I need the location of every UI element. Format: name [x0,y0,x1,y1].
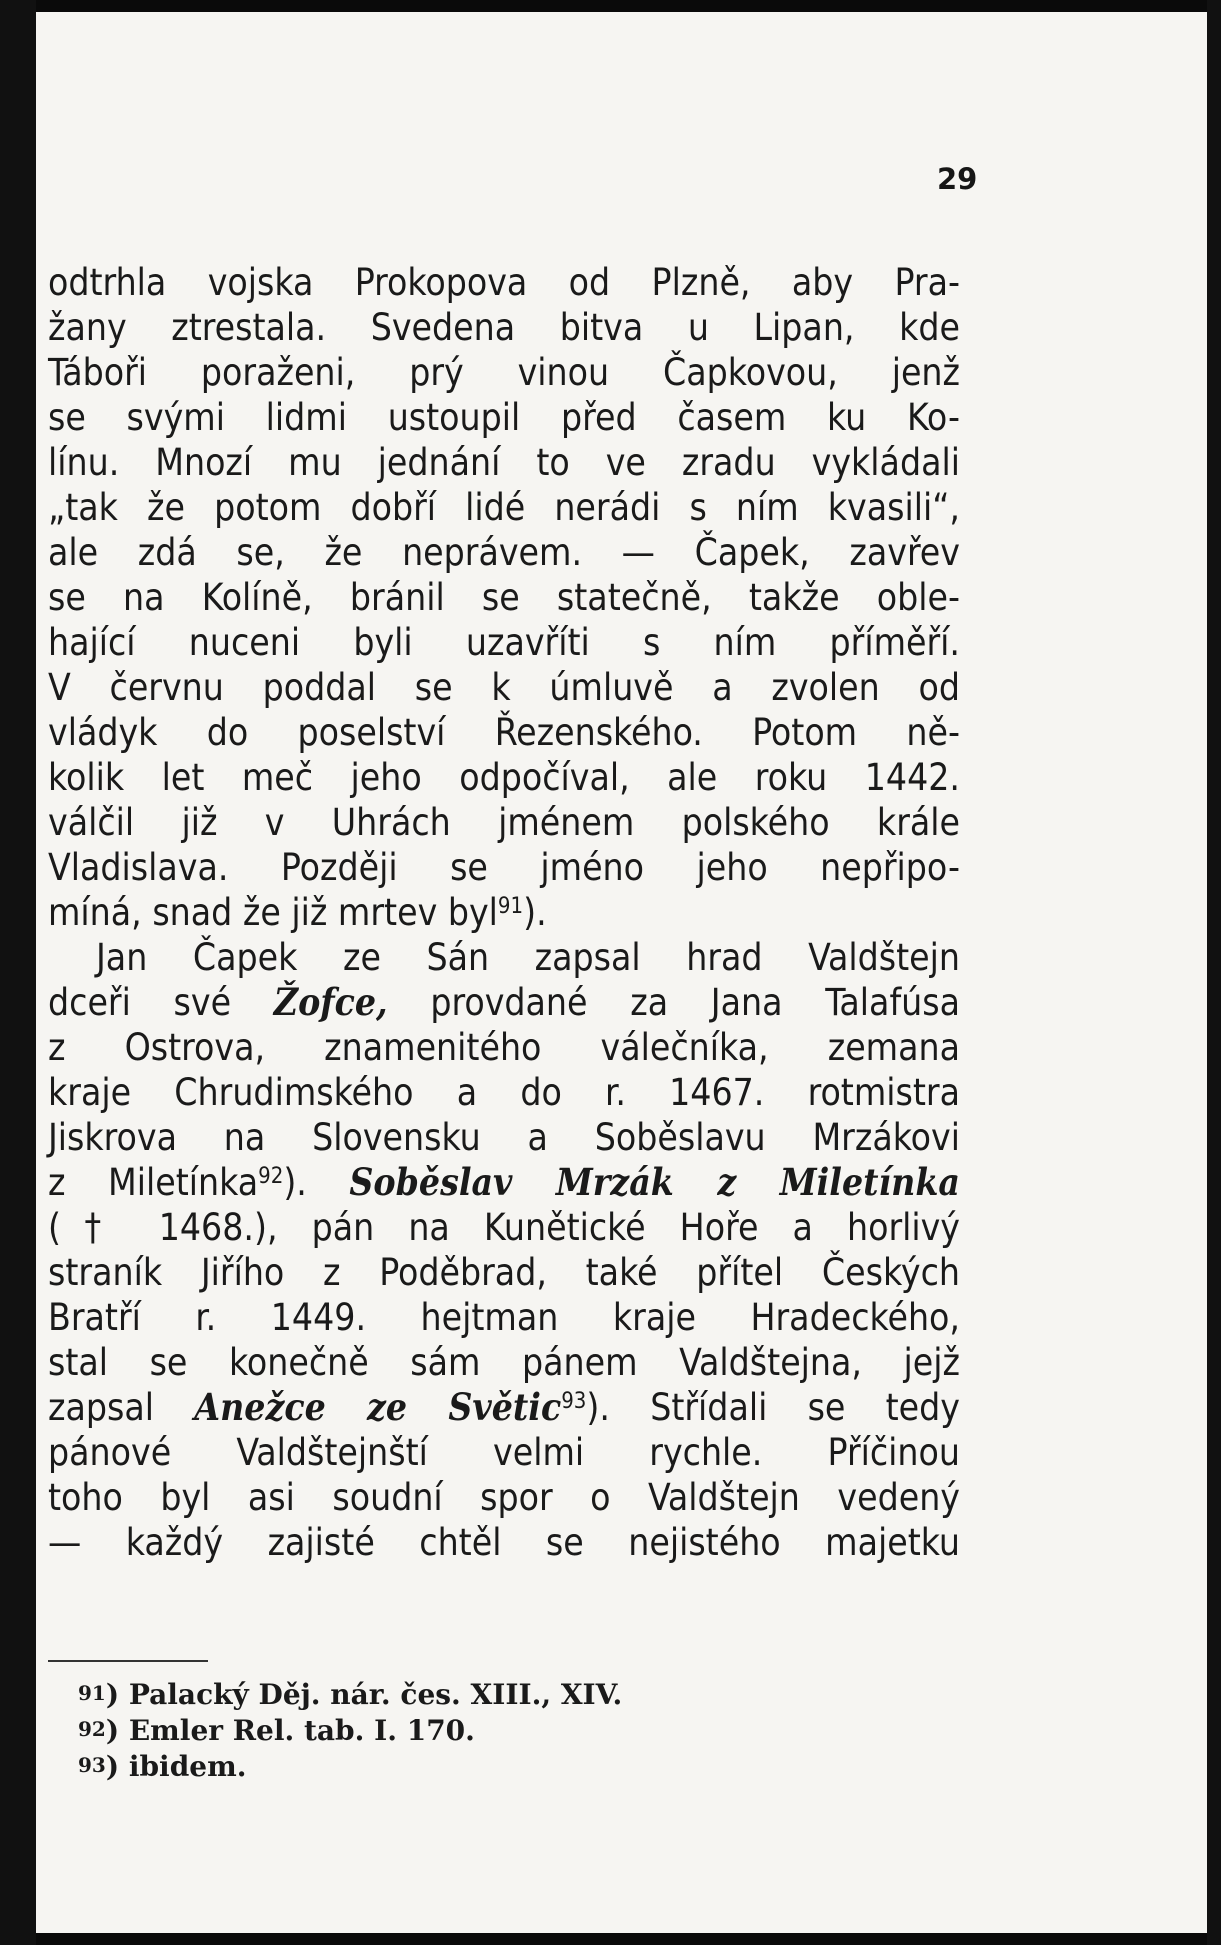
footnote-91 [78,1677,622,1713]
footnote-92 [78,1713,622,1749]
footnotes [78,1677,622,1785]
footnote-93 [78,1749,622,1785]
scan-border-right [1207,0,1221,1945]
text-line: žany ztrestala. Svedena bitva u Lipan, kde [48,306,960,349]
footnote-text: ) Emler Rel. tab. I. 170. [105,1714,475,1747]
footnote-ref-92: 92 [258,1164,284,1189]
italic-name: Anežce ze Světic [194,1385,562,1429]
footnote-mark: 92 [78,1717,106,1741]
text-line [48,1385,960,1430]
line-text: ). [523,891,547,934]
text-line: z Ostrova, znamenitého válečníka, zemana [48,1026,960,1069]
footnote-text: ) Palacký Děj. nár. čes. XIII., XIV. [105,1678,623,1711]
text-line: se na Kolíně, bránil se statečně, takže oble- [48,576,960,619]
line-text: ). [283,1161,350,1204]
text-line: kraje Chrudimského a do r. 1467. rotmistra [48,1071,960,1114]
body-text [48,260,960,1565]
italic-name: Soběslav Mrzák z Miletínka [349,1160,960,1204]
line-text: z Miletínka [48,1161,259,1204]
text-line [48,1160,960,1205]
footnote-ref-93: 93 [561,1389,587,1414]
text-line: odtrhla vojska Prokopova od Plzně, aby Pra- [48,261,960,304]
text-line: vládyk do poselství Řezenského. Potom ně- [48,711,960,754]
text-line: se svými lidmi ustoupil před časem ku Ko- [48,396,960,439]
text-line-indented: Jan Čapek ze Sán zapsal hrad Valdštejn [96,936,960,979]
text-line: Táboři poraženi, prý vinou Čapkovou, jenž [48,351,960,394]
line-text: míná, snad že již mrtev byl [48,891,498,934]
line-text: ). Střídali se tedy [586,1386,960,1429]
footnote-mark: 91 [78,1681,106,1705]
text-line: Vladislava. Později se jméno jeho nepřipo- [48,846,960,889]
text-line: († 1468.), pán na Kunětické Hoře a horlivý [48,1206,960,1249]
text-line: Jiskrova na Slovensku a Soběslavu Mrzákovi [48,1116,960,1159]
book-page [36,12,1207,1933]
line-text: dceři své [48,981,274,1024]
text-line: línu. Mnozí mu jednání to ve zradu vykládali [48,441,960,484]
footnote-text: ) ibidem. [105,1750,247,1783]
page-number: 29 [937,162,978,196]
text-line: straník Jiřího z Poděbrad, také přítel Českých [48,1251,960,1294]
text-line: pánové Valdštejnští velmi rychle. Příčinou [48,1431,960,1474]
footnote-mark: 93 [78,1753,106,1777]
line-text: provdané za Jana Talafúsa [387,981,961,1024]
text-line: toho byl asi soudní spor o Valdštejn vedený [48,1476,960,1519]
text-line-paragraph-end [48,890,960,935]
text-line: Bratří r. 1449. hejtman kraje Hradeckého, [48,1296,960,1339]
text-line [48,980,960,1025]
text-line: ale zdá se, že neprávem. — Čapek, zavřev [48,531,960,574]
footnote-ref-91: 91 [497,894,524,919]
line-text: zapsal [48,1386,195,1429]
text-line: — každý zajisté chtěl se nejistého majetku [48,1521,960,1564]
footnote-divider [48,1660,208,1662]
text-line: válčil již v Uhrách jménem polského krále [48,801,960,844]
italic-name: Žofce, [273,980,388,1024]
scan-border-left [0,0,36,1945]
text-line: hající nuceni byli uzavříti s ním příměří. [48,621,960,664]
text-line: stal se konečně sám pánem Valdštejna, jejž [48,1341,960,1384]
text-line: kolik let meč jeho odpočíval, ale roku 1442. [48,756,960,799]
text-line: „tak že potom dobří lidé nerádi s ním kvasili“, [48,486,960,529]
text-line: V červnu poddal se k úmluvě a zvolen od [48,666,960,709]
